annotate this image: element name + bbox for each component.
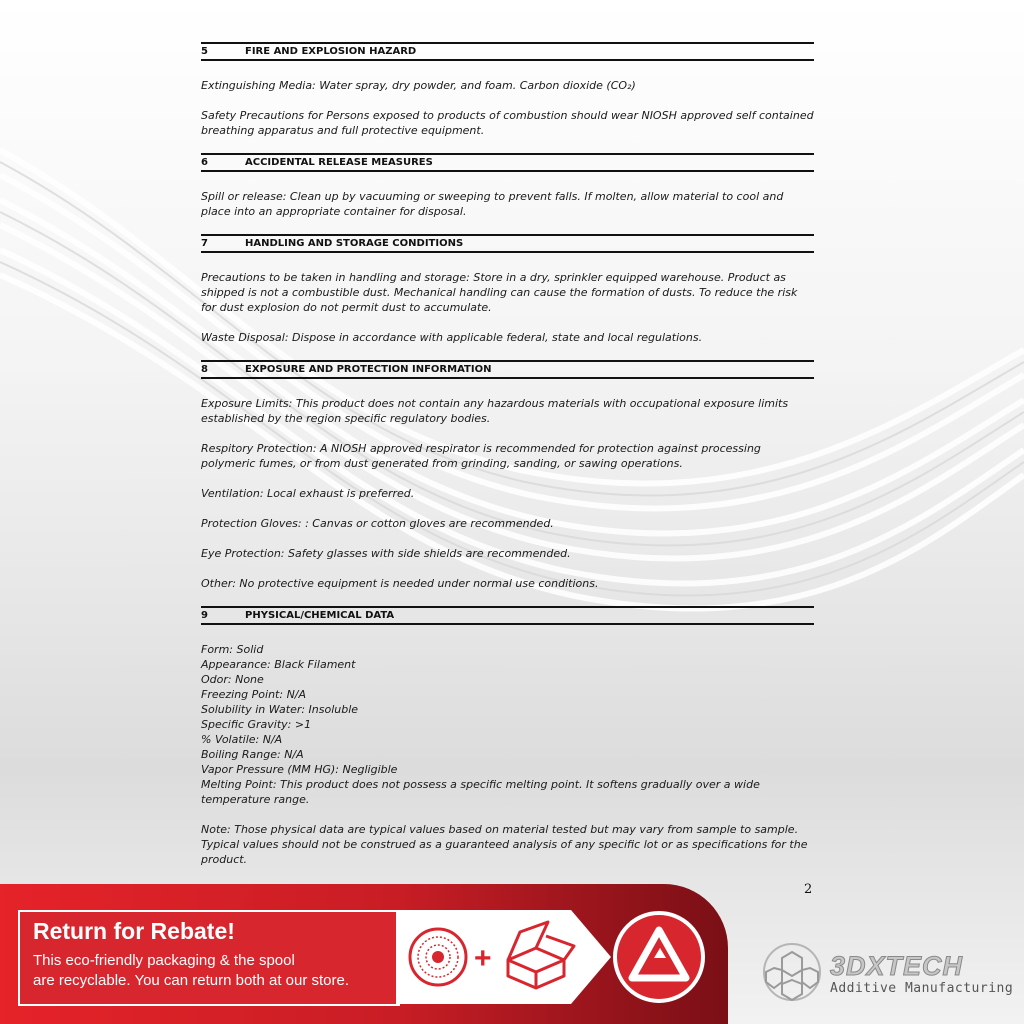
section-header [201, 360, 814, 379]
physical-data-list [201, 642, 814, 807]
data-line: Vapor Pressure (MM HG): Negligible [201, 763, 398, 776]
section-header [201, 606, 814, 625]
section-number: 5 [201, 46, 208, 57]
section-paragraph: Other: No protective equipment is needed under normal use conditions. [201, 577, 599, 590]
rebate-title: Return for Rebate! [33, 918, 235, 944]
box-icon [508, 922, 574, 988]
data-line: % Volatile: N/A [201, 733, 283, 746]
rebate-line-2: are recyclable. You can return both at our store. [33, 972, 350, 989]
section-title: ACCIDENTAL RELEASE MEASURES [245, 157, 433, 168]
data-line: Solubility in Water: Insoluble [201, 703, 359, 716]
section-paragraph: Protection Gloves: : Canvas or cotton gloves are recommended. [201, 517, 554, 530]
data-line: Odor: None [201, 673, 264, 686]
recycle-logo-icon [615, 913, 703, 1001]
section-title: PHYSICAL/CHEMICAL DATA [245, 610, 395, 621]
brand-tagline: Additive Manufacturing [830, 981, 1014, 996]
section-paragraph: Waste Disposal: Dispose in accordance with applicable federal, state and local regulations. [201, 331, 703, 344]
data-line: Boiling Range: N/A [201, 748, 304, 761]
section-paragraph: Eye Protection: Safety glasses with side shields are recommended. [201, 547, 571, 560]
section-paragraph: Precautions to be taken in handling and storage: Store in a dry, sprinkler equipped warehouse. Product as shipped is not a combustible dust. Mechanical handling can cause the formation of dusts. To reduce the risk for dust explosion do not permit dust to accumulate. [201, 271, 798, 314]
section-title: FIRE AND EXPLOSION HAZARD [245, 46, 417, 57]
section-title: EXPOSURE AND PROTECTION INFORMATION [245, 364, 492, 375]
section-paragraph: Ventilation: Local exhaust is preferred. [201, 487, 415, 500]
page-number: 2 [804, 882, 813, 897]
section-paragraph: Spill or release: Clean up by vacuuming or sweeping to prevent falls. If molten, allow material to cool and place into an appropriate container for disposal. [201, 190, 784, 218]
rebate-description [33, 951, 349, 991]
section-number: 9 [201, 610, 208, 621]
section-paragraph: Respitory Protection: A NIOSH approved respirator is recommended for protection against processing polymeric fumes, or from dust generated from grinding, sanding, or sawing operations. [201, 442, 761, 470]
document-body [201, 42, 814, 867]
data-note: Note: Those physical data are typical values based on material tested but may vary from sample to sample. Typical values should not be construed as a guaranteed analysis of any specific lot or as specifications for the product. [201, 823, 808, 866]
section-number: 6 [201, 157, 208, 168]
data-line: Freezing Point: N/A [201, 688, 307, 701]
data-line: Melting Point: This product does not possess a specific melting point. It softens gradually over a wide temperature range. [201, 778, 760, 806]
hexagon-ball-icon [764, 944, 820, 1000]
section-paragraph: Exposure Limits: This product does not contain any hazardous materials with occupational exposure limits established by the region specific regulatory bodies. [201, 397, 789, 425]
section-number: 7 [201, 238, 208, 249]
rebate-icons [396, 910, 726, 1004]
section-paragraph: Safety Precautions for Persons exposed to products of combustion should wear NIOSH approved self contained breathing apparatus and full protective equipment. [201, 109, 814, 137]
section-paragraph: Extinguishing Media: Water spray, dry powder, and foam. Carbon dioxide (CO₂) [201, 79, 636, 92]
spool-icon [410, 929, 466, 985]
data-line: Form: Solid [201, 643, 264, 656]
section-title: HANDLING AND STORAGE CONDITIONS [245, 238, 464, 249]
data-line: Appearance: Black Filament [201, 658, 356, 671]
section-header [201, 234, 814, 253]
section-number: 8 [201, 364, 208, 375]
data-line: Specific Gravity: >1 [201, 718, 312, 731]
rebate-line-1: This eco-friendly packaging & the spool [33, 952, 295, 969]
section-header [201, 153, 814, 172]
plus-sign: + [474, 942, 492, 975]
brand-name: 3DXTECH [830, 951, 964, 981]
section-header [201, 42, 814, 61]
